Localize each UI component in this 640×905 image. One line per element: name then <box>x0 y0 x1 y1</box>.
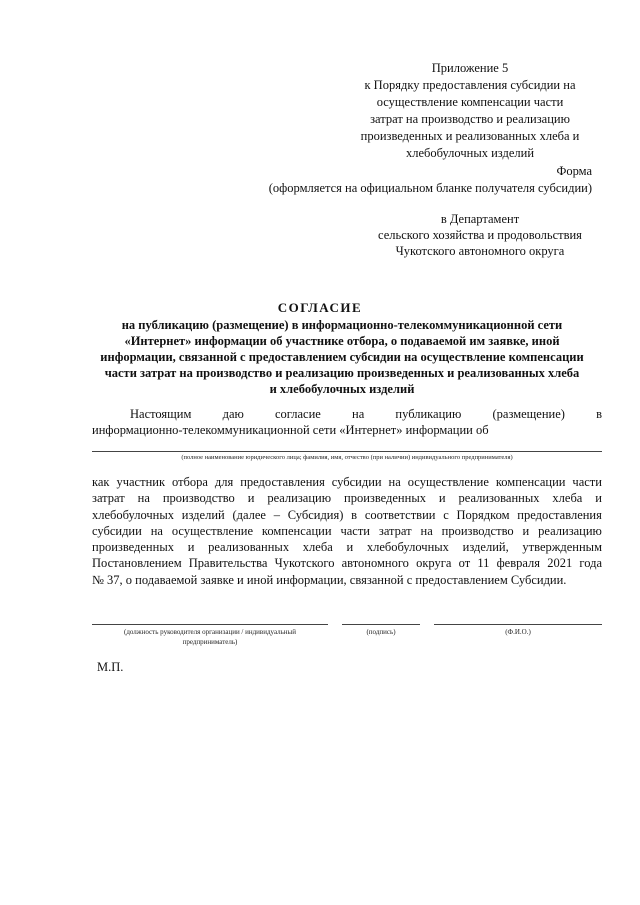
body-word: части <box>340 523 370 538</box>
position-caption-line: предприниматель) <box>182 638 238 646</box>
body-word: произведенных <box>344 491 426 506</box>
body-word: субсидии <box>331 475 382 489</box>
addressee-block <box>340 211 620 259</box>
body-word: осуществление <box>171 523 254 538</box>
body-word: реализацию <box>538 523 602 538</box>
body-line <box>92 474 602 490</box>
body-word: хлебобулочных <box>92 507 175 522</box>
body-line <box>92 523 602 539</box>
intro-word: на <box>352 407 365 421</box>
intro-paragraph <box>92 406 602 438</box>
body-word: Правительства <box>188 556 268 571</box>
appendix-line: произведенных и реализованных хлеба и <box>360 129 580 143</box>
intro-word: в <box>596 407 602 421</box>
body-line <box>92 507 602 523</box>
body-word: участник <box>116 475 166 489</box>
form-label: Форма <box>556 164 592 178</box>
body-word: и <box>595 491 602 506</box>
body-line <box>92 539 602 555</box>
body-word: изделий <box>181 507 225 522</box>
position-blank <box>92 624 328 625</box>
body-word: отбора <box>171 475 208 489</box>
body-word: хлебобулочных <box>366 540 449 555</box>
body-word: на <box>137 491 150 506</box>
body-word: с <box>443 507 449 522</box>
signature-blank <box>342 624 420 625</box>
document-title: СОГЛАСИЕ <box>277 300 363 315</box>
subtitle-line: «Интернет» информации об участнике отбора, о подаваемой им заявке, иной <box>124 334 560 348</box>
full-name-caption: (Ф.И.О.) <box>505 628 531 636</box>
body-word: компенсации <box>261 523 332 538</box>
body-word: соответствии <box>364 507 436 522</box>
body-word: предоставления <box>517 507 602 522</box>
appendix-line: осуществление компенсации части <box>376 95 564 109</box>
intro-word: согласие <box>274 407 321 421</box>
appendix-line: затрат на производство и реализацию <box>370 112 570 126</box>
body-word: 11 <box>477 556 490 571</box>
body-word: округа <box>416 556 452 571</box>
position-caption <box>92 627 328 647</box>
body-word: производство <box>441 523 514 538</box>
body-word: Постановлением <box>92 556 182 571</box>
body-word: (далее <box>232 507 266 522</box>
addressee-line: в Департамент <box>440 212 520 226</box>
body-word: реализованных <box>458 491 540 506</box>
body-word: года <box>579 556 602 571</box>
position-caption-line: (должность руководителя организации / индивидуальный <box>124 628 296 636</box>
body-word: Порядком <box>456 507 510 522</box>
body-word: как <box>92 475 110 489</box>
body-word: и <box>346 540 354 555</box>
body-word: затрат <box>378 523 412 538</box>
appendix-block <box>340 60 600 162</box>
body-word: на <box>150 523 163 538</box>
body-word: и <box>522 523 530 538</box>
body-word: от <box>458 556 471 571</box>
body-word: утвержденным <box>522 540 602 555</box>
intro-word: Настоящим <box>130 407 192 421</box>
intro-word: публикацию <box>395 407 462 421</box>
subtitle-line: на публикацию (размещение) в информационно-телекоммуникационной сети <box>121 318 563 332</box>
body-word: субсидии <box>92 523 142 538</box>
subtitle-line: информации, связанной с предоставлением субсидии на осуществление компенсации <box>100 350 584 364</box>
appendix-line: к Порядку предоставления субсидии на <box>364 78 576 92</box>
body-word: хлеба <box>552 491 583 506</box>
body-line <box>92 555 602 571</box>
form-block <box>269 163 592 197</box>
body-word: Субсидия) <box>287 507 344 522</box>
addressee-line: Чукотского автономного округа <box>395 244 565 258</box>
intro-word: даю <box>222 407 244 421</box>
body-word: произведенных <box>92 540 174 555</box>
addressee-line: сельского хозяйства и продовольствия <box>378 228 582 242</box>
body-last-line: № 37, о подаваемой заявке и иной информации, связанной с предоставлением Субсидии. <box>92 572 567 587</box>
body-word: февраля <box>496 556 541 571</box>
applicant-name-blank <box>92 451 602 452</box>
appendix-line: хлебобулочных изделий <box>405 146 535 160</box>
document-subtitle <box>82 317 602 397</box>
body-word: изделий, <box>462 540 509 555</box>
body-word: 2021 <box>547 556 573 571</box>
consent-body <box>92 474 602 588</box>
full-name-blank <box>434 624 602 625</box>
body-word: для <box>214 475 234 489</box>
subtitle-line: и хлебобулочных изделий <box>269 382 415 396</box>
appendix-line: Приложение 5 <box>431 61 509 75</box>
body-word: части <box>572 475 602 489</box>
intro-line-1 <box>92 406 602 422</box>
body-word: и <box>247 491 255 506</box>
body-word: предоставления <box>240 475 325 489</box>
body-word: автономного <box>341 556 409 571</box>
body-word: производство <box>162 491 235 506</box>
body-word: и <box>438 491 446 506</box>
form-note: (оформляется на официальном бланке получателя субсидии) <box>268 181 592 195</box>
body-word: хлеба <box>302 540 333 555</box>
body-word: реализованных <box>208 540 290 555</box>
body-line <box>92 490 602 506</box>
body-word: на <box>420 523 433 538</box>
signature-caption: (подпись) <box>366 628 396 636</box>
intro-line-2: информационно-телекоммуникационной сети «Интернет» информации об <box>92 423 489 437</box>
intro-word: (размещение) <box>492 407 565 421</box>
subtitle-line: части затрат на производство и реализацию произведенных и реализованных хлеба <box>104 366 580 380</box>
body-word: компенсации <box>495 475 566 489</box>
body-word: в <box>351 507 358 522</box>
applicant-name-caption: (полное наименование юридического лица; фамилия, имя, отчество (при наличии) индивидуального предпринимателя) <box>181 454 513 461</box>
body-word: реализацию <box>267 491 332 506</box>
body-word: осуществление <box>407 475 489 489</box>
body-word: и <box>187 540 195 555</box>
body-word: Чукотского <box>274 556 335 571</box>
body-word: затрат <box>92 491 125 506</box>
body-word: – <box>273 507 280 522</box>
stamp-label: М.П. <box>97 660 124 674</box>
body-word: на <box>388 475 401 489</box>
